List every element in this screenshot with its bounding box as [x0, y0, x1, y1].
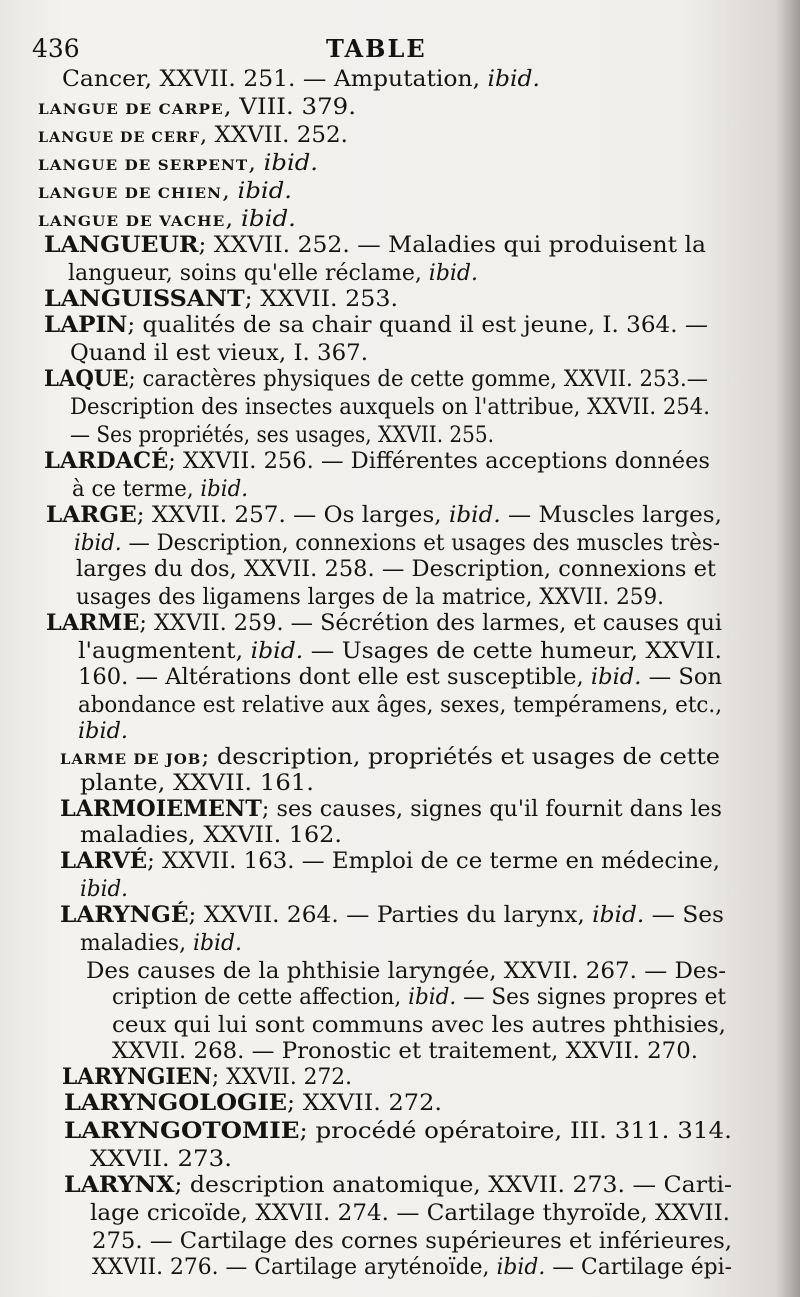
entry-text: ,	[222, 178, 238, 204]
index-line	[80, 876, 128, 903]
entry-text: ; XXVII. 264. — Parties du larynx,	[188, 902, 593, 928]
index-line	[44, 448, 710, 475]
index-line	[78, 718, 128, 745]
entry-term-smallcaps: LANGUE DE CERF	[38, 130, 200, 146]
index-line	[68, 260, 478, 287]
entry-text: XXVII. 273.	[90, 1146, 232, 1172]
index-line	[74, 530, 720, 557]
entry-text: ; description anatomique, XXVII. 273. — Carti-	[174, 1172, 733, 1198]
entry-term: LAPIN	[44, 312, 128, 338]
index-line	[112, 984, 726, 1011]
page-number: 436	[32, 34, 80, 63]
index-line	[64, 1172, 732, 1199]
entry-text-cont: — Cartilage épi-	[545, 1254, 732, 1280]
ibid-ref: ibid.	[241, 206, 296, 232]
entry-text: lage cricoïde, XXVII. 274. — Cartilage thyroïde, XXVII.	[90, 1200, 730, 1226]
entry-text: — Ses propriétés, ses usages, XXVII. 255.	[70, 422, 494, 448]
entry-text-cont: — Ses	[644, 902, 724, 928]
page-title: TABLE	[326, 34, 427, 63]
entry-text: plante, XXVII. 161.	[80, 770, 314, 796]
index-line	[44, 232, 706, 259]
entry-text: ; procédé opératoire, III. 311. 314.	[299, 1118, 732, 1144]
entry-term: LARVÉ	[60, 848, 148, 874]
ibid-ref: ibid.	[590, 664, 642, 690]
entry-term: LARME	[46, 610, 140, 636]
entry-term: LARYNGIEN	[62, 1064, 212, 1090]
index-line	[92, 1254, 732, 1281]
entry-term: LARYNGÉ	[60, 902, 189, 928]
entry-text: maladies,	[80, 930, 194, 956]
entry-text: l'augmentent,	[78, 638, 251, 664]
entry-text: cription de cette affection,	[112, 984, 409, 1010]
entry-text: ; caractères physiques de cette gomme, XXVII. 253.—	[128, 366, 708, 392]
index-line	[70, 394, 710, 421]
index-line	[38, 122, 348, 152]
entry-text-cont: — Son	[641, 664, 722, 690]
entry-text: langueur, soins qu'elle réclame,	[68, 260, 429, 286]
entry-text: ceux qui lui sont communs avec les autres phthisies,	[112, 1012, 727, 1038]
index-line	[60, 902, 724, 929]
entry-term-smallcaps: LARME DE JOB	[60, 752, 202, 768]
entry-text: Quand il est vieux, I. 367.	[70, 340, 368, 366]
index-line	[80, 770, 314, 797]
entry-text-cont: — Ses signes propres et	[456, 984, 726, 1010]
index-line	[92, 1228, 732, 1255]
entry-text: ; XXVII. 252. — Maladies qui produisent la	[198, 232, 706, 258]
entry-term: LANGUISSANT	[44, 286, 245, 312]
index-line	[80, 822, 342, 849]
index-line	[46, 502, 722, 529]
entry-term: LARDACÉ	[44, 448, 169, 474]
index-line	[112, 1038, 698, 1065]
ibid-ref: ibid.	[263, 150, 318, 176]
index-line	[86, 958, 726, 985]
entry-term: LANGUEUR	[44, 232, 199, 258]
index-line	[90, 1200, 730, 1227]
index-line	[76, 556, 716, 583]
entry-text: XXVII. 276. — Cartilage aryténoïde,	[92, 1254, 497, 1280]
entry-term-smallcaps: LANGUE DE CARPE	[38, 102, 224, 118]
index-line	[62, 1064, 352, 1091]
index-line	[44, 312, 708, 339]
index-line	[38, 178, 292, 208]
entry-term: LARYNX	[64, 1172, 175, 1198]
entry-text: ; XXVII. 256. — Différentes acceptions données	[168, 448, 710, 474]
index-line	[44, 286, 398, 313]
index-line	[72, 476, 248, 503]
index-line	[62, 66, 540, 93]
entry-text: à ce terme,	[72, 476, 201, 502]
entry-text: ; XXVII. 259. — Sécrétion des larmes, et causes qui	[139, 610, 722, 636]
entry-text: ; qualités de sa chair quand il est jeune, I. 364. —	[127, 312, 709, 338]
index-line	[38, 94, 356, 124]
entry-text: ; XXVII. 253.	[244, 286, 398, 312]
entry-text: abondance est relative aux âges, sexes, tempéramens, etc.,	[78, 692, 722, 718]
ibid-ref: ibid.	[200, 476, 248, 502]
entry-text: ; XXVII. 272.	[287, 1090, 442, 1116]
entry-text: ; XXVII. 272.	[211, 1064, 352, 1090]
index-line	[60, 796, 722, 823]
entry-text: , VIII. 379.	[223, 94, 356, 120]
index-line	[90, 1146, 232, 1173]
entry-text-cont: — Muscles larges,	[500, 502, 723, 528]
ibid-ref: ibid.	[237, 178, 292, 204]
entry-text: — Description, connexions et usages des muscles très-	[121, 530, 721, 556]
ibid-ref: ibid.	[449, 502, 501, 528]
entry-term: LARMOIEMENT	[60, 796, 262, 822]
index-line	[38, 150, 318, 180]
ibid-ref: ibid.	[592, 902, 645, 928]
entry-text: ; ses causes, signes qu'il fournit dans les	[261, 796, 722, 822]
ibid-ref: ibid.	[74, 530, 122, 556]
index-line	[112, 1012, 726, 1039]
entry-text: Description des insectes auxquels on l'attribue, XXVII. 254.	[70, 394, 710, 420]
ibid-ref: ibid.	[80, 876, 128, 902]
entry-text: , XXVII. 252.	[199, 122, 348, 148]
entry-text: ,	[225, 206, 242, 232]
entry-term-smallcaps: LANGUE DE SERPENT	[38, 158, 249, 174]
ibid-ref: ibid.	[78, 718, 128, 744]
entry-text-cont: — Usages de cette humeur, XXVII.	[303, 638, 722, 664]
index-line	[78, 638, 722, 665]
entry-term: LARYNGOTOMIE	[64, 1118, 300, 1144]
index-line	[64, 1118, 732, 1145]
entry-text: ; description, propriétés et usages de cette	[201, 744, 720, 770]
index-line	[60, 848, 720, 875]
entry-term: LARGE	[46, 502, 137, 528]
entry-text: ; XXVII. 163. — Emploi de ce terme en médecine,	[147, 848, 721, 874]
ibid-ref: ibid.	[250, 638, 304, 664]
ibid-ref: ibid.	[193, 930, 242, 956]
index-line	[78, 664, 722, 691]
entry-text: 275. — Cartilage des cornes supérieures et inférieures,	[92, 1228, 732, 1254]
entry-text: maladies, XXVII. 162.	[80, 822, 342, 848]
index-line	[80, 930, 242, 957]
entry-text: ; XXVII. 257. — Os larges,	[136, 502, 450, 528]
index-line	[78, 692, 722, 719]
ibid-ref: ibid.	[408, 984, 457, 1010]
ibid-ref: ibid.	[487, 66, 540, 92]
index-line	[44, 366, 708, 393]
index-line	[70, 340, 368, 367]
ibid-ref: ibid.	[428, 260, 478, 286]
entry-text: ,	[248, 150, 264, 176]
entry-term-smallcaps: LANGUE DE CHIEN	[38, 186, 223, 202]
entry-text: larges du dos, XXVII. 258. — Description, connexions et	[76, 556, 716, 582]
ibid-ref: ibid.	[496, 1254, 546, 1280]
entry-text: usages des ligamens larges de la matrice, XXVII. 259.	[76, 584, 664, 610]
entry-text: 160. — Altérations dont elle est susceptible,	[78, 664, 591, 690]
entry-term: LARYNGOLOGIE	[64, 1090, 288, 1116]
index-line	[46, 610, 722, 637]
index-line	[64, 1090, 442, 1117]
entry-text: Cancer, XXVII. 251. — Amputation,	[62, 66, 488, 92]
entry-term-smallcaps: LANGUE DE VACHE	[38, 214, 226, 230]
entry-text: XXVII. 268. — Pronostic et traitement, XXVII. 270.	[112, 1038, 698, 1064]
entry-text: Des causes de la phthisie laryngée, XXVII. 267. — Des-	[86, 958, 727, 984]
index-line	[76, 584, 664, 611]
entry-term: LAQUE	[44, 366, 129, 392]
page-header	[32, 34, 760, 68]
index-line	[70, 422, 494, 449]
